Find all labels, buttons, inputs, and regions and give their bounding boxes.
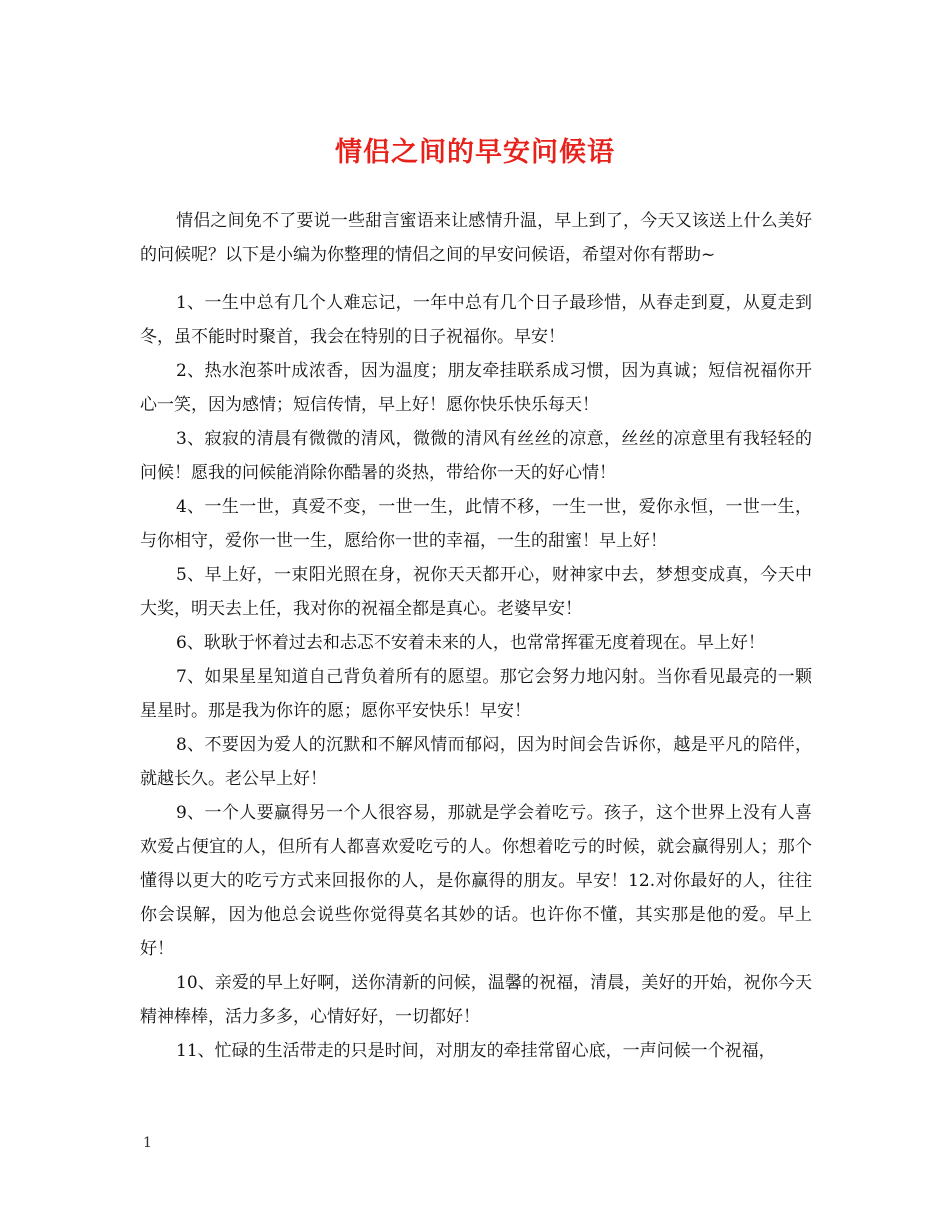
intro-paragraph: 情侣之间免不了要说一些甜言蜜语来让感情升温，早上到了，今天又该送上什么美好的问候呢？以下是小编为你整理的情侣之间的早安问候语，希望对你有帮助~: [140, 211, 812, 265]
greeting-item-5: 5、早上好，一束阳光照在身，祝你天天都开心，财神家中去，梦想变成真，今天中大奖，明天去上任，我对你的祝福全都是真心。老婆早安！: [140, 565, 812, 619]
greeting-item-6: 6、耿耿于怀着过去和忐忑不安着未来的人，也常常挥霍无度着现在。早上好！: [176, 633, 765, 653]
page-number: 1: [143, 1135, 152, 1151]
greeting-item-1: 1、一生中总有几个人难忘记，一年中总有几个日子最珍惜，从春走到夏，从夏走到冬，虽不能时时聚首，我会在特别的日子祝福你。早安！: [140, 293, 812, 347]
greeting-item-7: 7、如果星星知道自己背负着所有的愿望。那它会努力地闪射。当你看见最亮的一颗星星时。那是我为你许的愿；愿你平安快乐！早安！: [140, 667, 812, 721]
greeting-item-3: 3、寂寂的清晨有微微的清风，微微的清风有丝丝的凉意，丝丝的凉意里有我轻轻的问候！愿我的问候能消除你酷暑的炎热，带给你一天的好心情！: [140, 429, 812, 483]
greeting-item-2: 2、热水泡茶叶成浓香，因为温度；朋友牵挂联系成习惯，因为真诚；短信祝福你开心一笑，因为感情；短信传情，早上好！愿你快乐快乐每天！: [140, 361, 812, 415]
greeting-item-9: 9、一个人要赢得另一个人很容易，那就是学会着吃亏。孩子，这个世界上没有人喜欢爱占便宜的人，但所有人都喜欢爱吃亏的人。你想着吃亏的时候，就会赢得别人；那个懂得以更大的吃亏方式来回报你的人，是你赢得的朋友。早安！12.对你最好的人，往往你会误解，因为他总会说些你觉得莫名其妙的话。也许你不懂，其实那是他的爱。早上好！: [140, 803, 812, 959]
greeting-item-11: 11、忙碌的生活带走的只是时间，对朋友的牵挂常留心底，一声问候一个祝福，: [176, 1041, 776, 1061]
document-body: [140, 204, 812, 1068]
greeting-item-8: 8、不要因为爱人的沉默和不解风情而郁闷，因为时间会告诉你，越是平凡的陪伴，就越长久。老公早上好！: [140, 735, 812, 789]
greeting-item-4: 4、一生一世，真爱不变，一世一生，此情不移，一生一世，爱你永恒，一世一生，与你相守，爱你一世一生，愿给你一世的幸福，一生的甜蜜！早上好！: [140, 497, 812, 551]
document-title: 情侣之间的早安问候语: [335, 137, 615, 168]
greeting-item-10: 10、亲爱的早上好啊，送你清新的问候，温馨的祝福，清晨，美好的开始，祝你今天精神棒棒，活力多多，心情好好，一切都好！: [140, 973, 812, 1027]
